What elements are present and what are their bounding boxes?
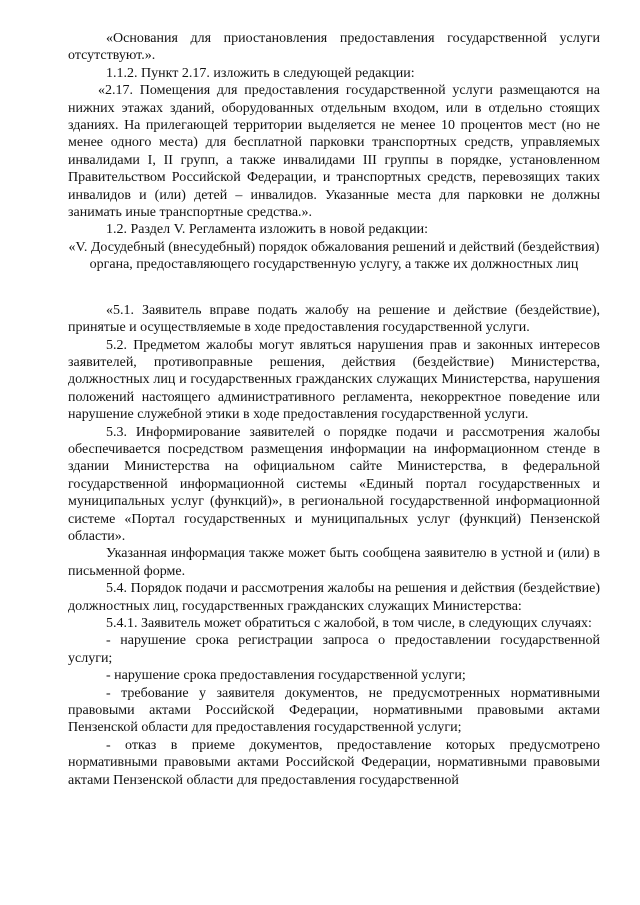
paragraph-5-2: 5.2. Предметом жалобы могут являться нарушения прав и законных интересов заявителей, противоправные решения, действия (бездействие) Министерства, должностных лиц и государственных гражданских служащих Министерства, нарушения положений настоящего административного регламента, некорректное поведение или нарушение служебной этики в ходе предоставления государственной услуги. — [68, 337, 600, 423]
paragraph-suspension-grounds: «Основания для приостановления предоставления государственной услуги отсутствуют.». — [68, 31, 600, 64]
section-v-heading: «V. Досудебный (внесудебный) порядок обжалования решений и действий (бездействия) органа, предоставляющего государственную услугу, а также их должностных лиц — [68, 239, 600, 273]
list-item-registration-deadline: - нарушение срока регистрации запроса о предоставлении государственной услуги; — [68, 633, 600, 666]
list-item-refusal: - отказ в приеме документов, предоставление которых предусмотрено нормативными правовыми актами Российской Федерации, нормативными правовыми актами Пензенской области для предоставления государственной — [68, 737, 600, 788]
list-item-service-deadline: - нарушение срока предоставления государственной услуги; — [106, 668, 466, 684]
paragraph-5-1: «5.1. Заявитель вправе подать жалобу на решение и действие (бездействие), принятые и осуществляемые в ходе предоставления государственной услуги. — [68, 302, 600, 336]
paragraph-clause-1-1-2: 1.1.2. Пункт 2.17. изложить в следующей редакции: — [106, 65, 415, 81]
paragraph-5-4: 5.4. Порядок подачи и рассмотрения жалобы на решения и действия (бездействие) должностных лиц, государственных гражданских служащих Министерства: — [68, 581, 600, 614]
paragraph-info-oral: Указанная информация также может быть сообщена заявителю в устной и (или) в письменной форме. — [68, 546, 600, 579]
paragraph-clause-2-17: «2.17. Помещения для предоставления государственной услуги размещаются на нижних этажах зданий, оборудованных отдельным входом, или в отдельно стоящих зданиях. На прилегающей территории выделяется не менее 10 процентов мест (но не менее одного места) для бесплатной парковки транспортных средств, управляемых инвалидами I, II групп, а также инвалидами III группы в порядке, установленном Правительством Российской Федерации, и транспортных средств, перевозящих таких инвалидов и (или) детей – инвалидов. Указанные места для парковки не должны занимать иные транспортные средства.». — [68, 83, 600, 221]
paragraph-clause-1-2: 1.2. Раздел V. Регламента изложить в новой редакции: — [106, 222, 428, 238]
paragraph-5-3: 5.3. Информирование заявителей о порядке подачи и рассмотрения жалобы обеспечивается посредством размещения информации на информационном стенде в здании Министерства на официальном сайте Министерства, в федеральной государственной информационной системы «Единый портал государственных и муниципальных услуг (функций)», в региональной государственной информационной системе «Портал государственных и муниципальных услуг (функций) Пензенской области». — [68, 424, 600, 544]
spacer — [68, 274, 600, 302]
list-item-documents-requirement: - требование у заявителя документов, не предусмотренных нормативными правовыми актами Российской Федерации, нормативными правовыми актами Пензенской области для предоставления государственной услуги; — [68, 685, 600, 736]
paragraph-5-4-1: 5.4.1. Заявитель может обратиться с жалобой, в том числе, в следующих случаях: — [106, 616, 592, 631]
